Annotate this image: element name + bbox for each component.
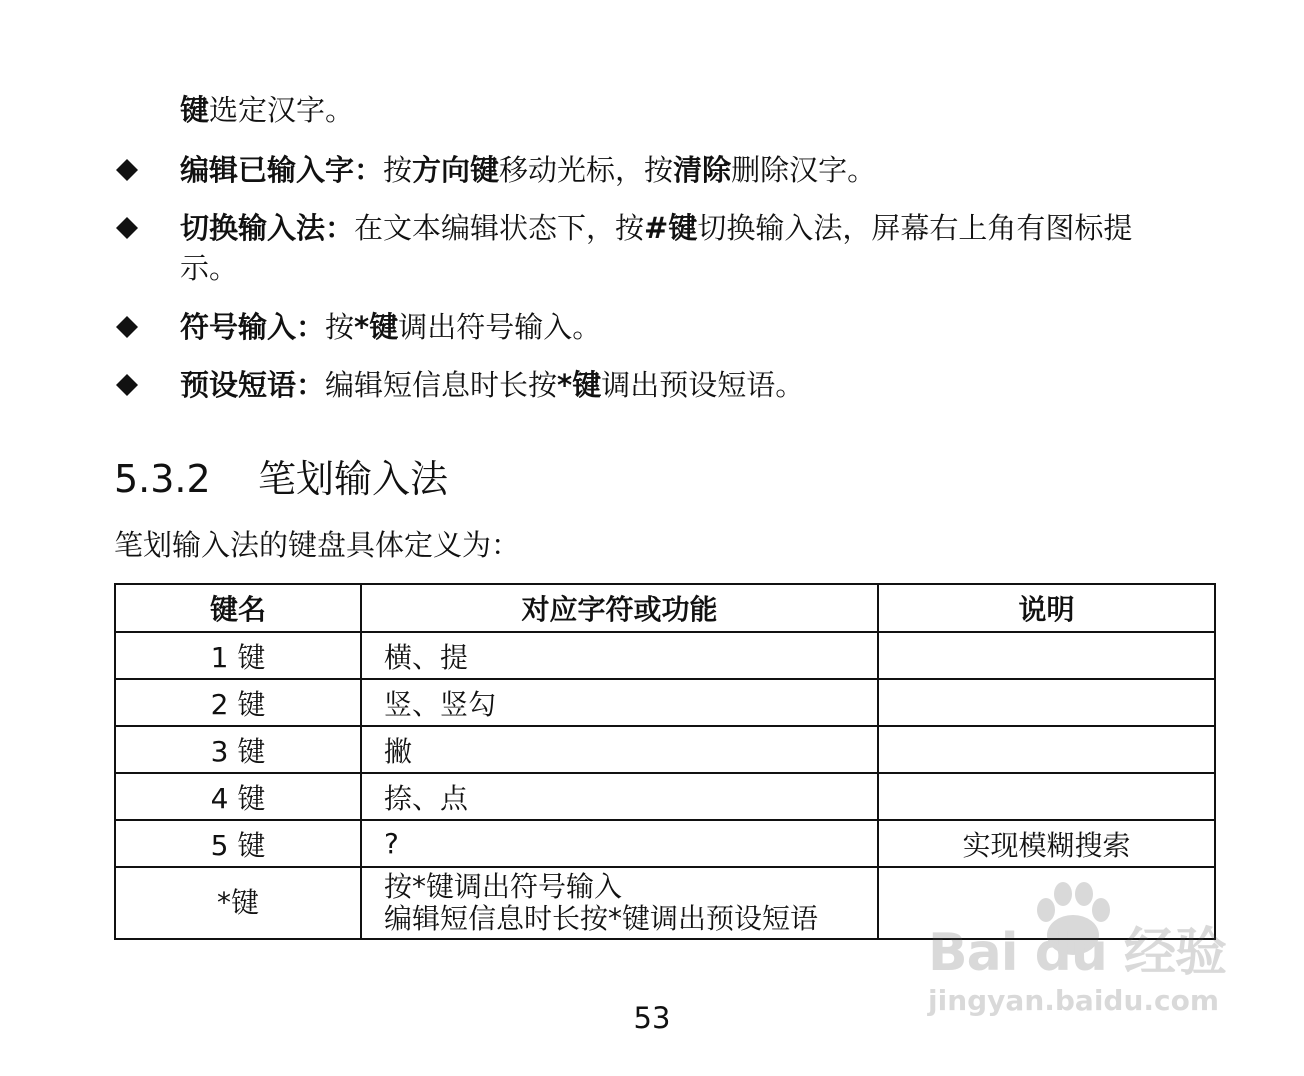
bullet-text: 编辑短信息时长按 [325, 368, 558, 402]
bullet-label: 编辑已输入字： [180, 153, 384, 187]
bullet-item-switch [180, 208, 1132, 248]
continuation-bold: 键 [180, 93, 210, 127]
continuation-line [180, 90, 354, 130]
function-cell [361, 867, 878, 939]
bullet-text: 在文本编辑状态下，按 [354, 211, 645, 245]
bullet-label: 预设短语： [180, 368, 326, 402]
function-cell: 撇 [361, 726, 878, 773]
bullet-text: 按 [325, 310, 355, 344]
note-cell [878, 726, 1215, 773]
diamond-bullet-icon [116, 159, 138, 181]
bullet-item-edit [180, 150, 876, 190]
diamond-bullet-icon [116, 316, 138, 338]
page-number: 53 [633, 1001, 671, 1035]
bullet-key: #键 [644, 211, 698, 245]
watermark-logo: Bai du 经验 [928, 923, 1226, 983]
continuation-text: 选定汉字。 [209, 93, 355, 127]
baidu-watermark [918, 880, 1228, 1030]
table-row [115, 726, 1215, 773]
table-row [115, 773, 1215, 820]
function-cell: 竖、竖勾 [361, 679, 878, 726]
diamond-bullet-icon [116, 374, 138, 396]
bullet-label: 符号输入： [180, 310, 326, 344]
bullet-key: 方向键 [412, 153, 500, 187]
bullet-text: 移动光标，按 [499, 153, 674, 187]
section-title: 笔划输入法 [258, 457, 449, 501]
key-cell: 5 键 [115, 820, 361, 867]
note-cell [878, 773, 1215, 820]
intro-text: 笔划输入法的键盘具体定义为： [114, 528, 521, 562]
bullet-key: 清除 [673, 153, 732, 187]
header-key-name: 键名 [115, 584, 361, 632]
note-cell [878, 679, 1215, 726]
function-cell: 横、提 [361, 632, 878, 679]
bullet-text: 调出符号输入。 [398, 310, 602, 344]
bullet-item-preset [180, 365, 804, 405]
bullet-key: *键 [354, 310, 399, 344]
bullet-key: *键 [557, 368, 602, 402]
bullet-label: 切换输入法： [180, 211, 355, 245]
key-cell: 4 键 [115, 773, 361, 820]
bullet-item-symbol [180, 307, 601, 347]
function-cell: ? [361, 820, 878, 867]
section-number: 5.3.2 [114, 457, 211, 501]
header-function: 对应字符或功能 [361, 584, 878, 632]
table-row [115, 820, 1215, 867]
bullet-text: 切换输入法，屏幕右上角有图标提 [697, 211, 1133, 245]
diamond-bullet-icon [116, 217, 138, 239]
key-cell: 1 键 [115, 632, 361, 679]
note-cell [878, 632, 1215, 679]
bullet-text: 调出预设短语。 [601, 368, 805, 402]
watermark-url: jingyan.baidu.com [928, 984, 1220, 1017]
function-line: 编辑短信息时长按*键调出预设短语 [384, 902, 819, 935]
table-header-row [115, 584, 1215, 632]
bullet-text: 按 [383, 153, 413, 187]
key-cell: 2 键 [115, 679, 361, 726]
table-row [115, 632, 1215, 679]
function-cell: 捺、点 [361, 773, 878, 820]
key-cell: 3 键 [115, 726, 361, 773]
table-row [115, 679, 1215, 726]
bullet-text: 示。 [180, 251, 239, 285]
header-note: 说明 [878, 584, 1215, 632]
key-cell: *键 [115, 867, 361, 939]
bullet-item-switch-wrap [180, 248, 238, 288]
function-line: 按*键调出符号输入 [384, 870, 623, 903]
note-cell: 实现模糊搜索 [878, 820, 1215, 867]
bullet-text: 删除汉字。 [731, 153, 877, 187]
